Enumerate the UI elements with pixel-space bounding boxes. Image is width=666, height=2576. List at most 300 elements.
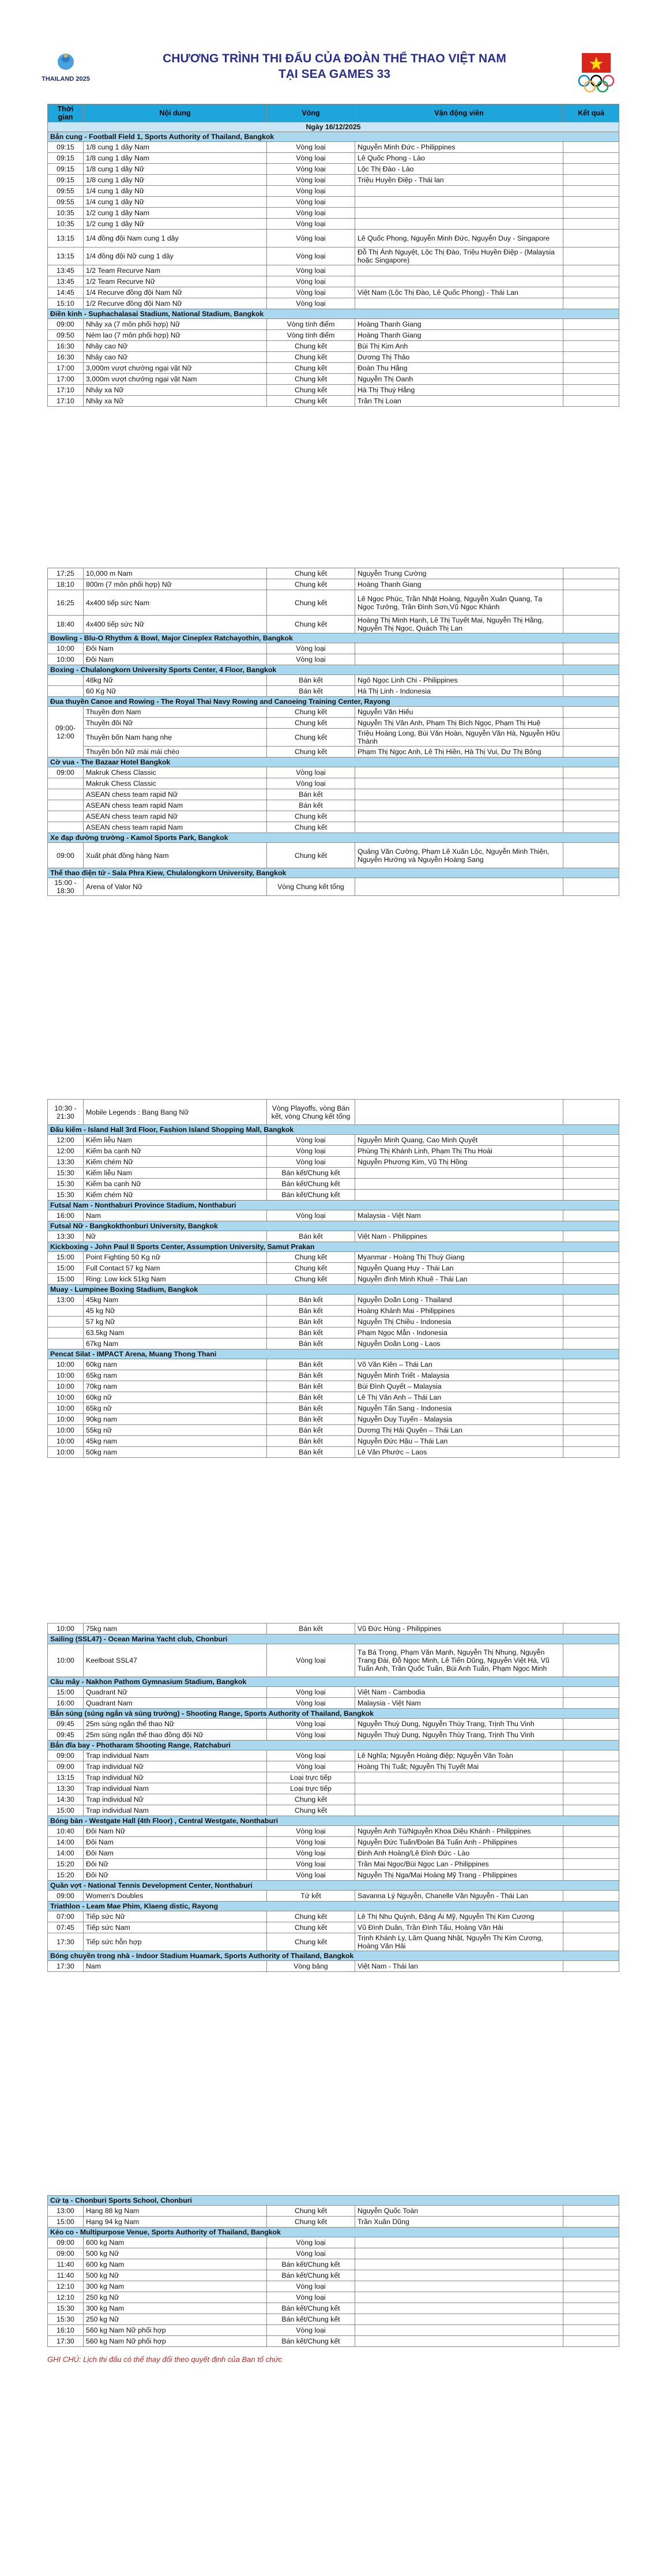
event-round: Vòng loại [267, 1859, 355, 1870]
table-row [48, 1698, 619, 1709]
table-row [48, 341, 619, 352]
table-row [48, 1794, 619, 1805]
event-result [563, 2281, 619, 2292]
event-result [563, 1783, 619, 1794]
event-round: Bán kết [267, 1436, 355, 1447]
event-name: Tiếp sức Nữ [84, 1911, 267, 1922]
table-row [48, 319, 619, 330]
event-time: 09:00 [48, 319, 84, 330]
event-time: 10:00 [48, 654, 84, 665]
event-athletes: Trần Xuân Dũng [355, 2217, 563, 2228]
table-row [48, 1338, 619, 1349]
event-time: 15:00 - 18:30 [48, 878, 84, 896]
event-name: 45kg Nam [84, 1295, 267, 1306]
event-time: 13:15 [48, 1772, 84, 1783]
sport-venue-row [48, 1902, 619, 1911]
event-athletes: Ngô Ngọc Linh Chi - Philippines [355, 675, 563, 686]
event-round: Bán kết [267, 675, 355, 686]
date-row [48, 122, 619, 132]
table-row [48, 219, 619, 230]
schedule-table [47, 2195, 619, 2347]
event-time: 11:40 [48, 2270, 84, 2281]
event-result [563, 287, 619, 298]
event-round: Vòng Playoffs, vòng Bán kết, vòng Chung kết tổng [267, 1100, 355, 1125]
event-result [563, 363, 619, 374]
sport-venue: Đua thuyền Canoe and Rowing - The Royal Thai Navy Rowing and Canoeing Training Center, Rayong [48, 697, 619, 707]
event-athletes: Nguyễn Thuỳ Dung, Nguyễn Thùy Trang, Trịnh Thu Vinh [355, 1719, 563, 1730]
event-name: 800m (7 môn phối hợp) Nữ [84, 579, 267, 590]
event-athletes: Nguyễn Quốc Toàn [355, 2206, 563, 2217]
event-round: Chung kết [267, 2206, 355, 2217]
table-row [48, 789, 619, 800]
event-athletes: Hà Thị Thuý Hằng [355, 385, 563, 396]
event-name: Women's Doubles [84, 1891, 267, 1902]
event-athletes: Đỗ Thị Ánh Nguyệt, Lộc Thị Đào, Triệu Huyền Điệp - (Malaysia hoặc Singapore) [355, 248, 563, 265]
column-header: Thời gian [48, 104, 84, 122]
event-round: Vòng loại [267, 153, 355, 164]
sport-venue-row [48, 1634, 619, 1644]
sport-venue: Đấu kiếm - Island Hall 3rd Floor, Fashion Island Shopping Mall, Bangkok [48, 1125, 619, 1135]
event-time [48, 1338, 84, 1349]
table-row [48, 1381, 619, 1392]
event-athletes: Bùi Đình Quyết – Malaysia [355, 1381, 563, 1392]
event-time: 10:35 [48, 219, 84, 230]
event-athletes [355, 2259, 563, 2270]
event-time: 09:15 [48, 142, 84, 153]
event-time: 10:00 [48, 1370, 84, 1381]
event-athletes [355, 2314, 563, 2325]
event-athletes: Nguyễn Văn Hiếu [355, 707, 563, 718]
event-name: 10,000 m Nam [84, 568, 267, 579]
event-time: 16:10 [48, 2325, 84, 2336]
event-athletes: Nguyễn Doãn Long - Laos [355, 1338, 563, 1349]
event-result [563, 2314, 619, 2325]
sport-venue: Muay - Lumpinee Boxing Stadium, Bangkok [48, 1285, 619, 1295]
event-round: Bán kết [267, 1447, 355, 1458]
sport-venue-row [48, 633, 619, 643]
event-result [563, 1392, 619, 1403]
event-time: 10:35 [48, 208, 84, 219]
event-round: Vòng loại [267, 142, 355, 153]
event-result [563, 1414, 619, 1425]
table-row [48, 811, 619, 822]
event-result [563, 186, 619, 197]
event-athletes: Vũ Đức Hùng - Philippines [355, 1623, 563, 1634]
event-name: 75kg nam [84, 1623, 267, 1634]
event-round: Vòng loại [267, 219, 355, 230]
event-round: Vòng loại [267, 197, 355, 208]
event-athletes [355, 2325, 563, 2336]
event-athletes: Nguyễn Minh Triết - Malaysia [355, 1370, 563, 1381]
event-name: Trap individual Nam [84, 1750, 267, 1761]
table-row [48, 1328, 619, 1338]
table-row [48, 767, 619, 778]
event-round: Vòng loại [267, 2248, 355, 2259]
sport-venue: Quần vợt - National Tennis Development Center, Nonthaburi [48, 1881, 619, 1891]
event-round: Chung kết [267, 843, 355, 868]
event-athletes [355, 767, 563, 778]
table-header-row [48, 104, 619, 122]
table-row [48, 2292, 619, 2303]
event-athletes: Nguyễn Đức Hậu – Thái Lan [355, 1436, 563, 1447]
event-name: Đôi Nam [84, 1837, 267, 1848]
table-row [48, 1623, 619, 1634]
event-name: 60kg nam [84, 1359, 267, 1370]
event-time [48, 789, 84, 800]
event-result [563, 248, 619, 265]
event-athletes: Lộc Thị Đào - Lào [355, 164, 563, 175]
event-round: Vòng loại [267, 1157, 355, 1168]
event-round: Vòng loại [267, 1719, 355, 1730]
event-athletes: Trần Mai Ngọc/Bùi Ngọc Lan - Philippines [355, 1859, 563, 1870]
table-row [48, 1146, 619, 1157]
event-athletes [355, 1100, 563, 1125]
event-name: Trap individual Nữ [84, 1794, 267, 1805]
table-row [48, 374, 619, 385]
schedule-page-4 [47, 1623, 619, 1972]
event-round: Bán kết/Chung kết [267, 2270, 355, 2281]
event-result [563, 319, 619, 330]
event-round: Vòng tính điểm [267, 319, 355, 330]
event-round: Bán kết [267, 789, 355, 800]
event-name: ASEAN chess team rapid Nữ [84, 789, 267, 800]
event-time: 13:45 [48, 265, 84, 276]
event-result [563, 2248, 619, 2259]
table-row [48, 616, 619, 633]
event-time: 09:15 [48, 175, 84, 186]
table-row [48, 686, 619, 697]
table-row [48, 1157, 619, 1168]
event-time: 09:45 [48, 1730, 84, 1741]
event-round: Vòng loại [267, 1687, 355, 1698]
event-round: Bán kết [267, 1414, 355, 1425]
event-name: 55kg nữ [84, 1425, 267, 1436]
event-athletes [355, 1190, 563, 1201]
event-result [563, 878, 619, 896]
event-athletes [355, 811, 563, 822]
event-name: Đôi Nữ [84, 1859, 267, 1870]
event-round: Chung kết [267, 1794, 355, 1805]
event-name: Nhảy xa Nữ [84, 385, 267, 396]
event-round: Bán kết [267, 1359, 355, 1370]
table-row [48, 352, 619, 363]
event-time: 10:00 [48, 1381, 84, 1392]
event-time: 09:15 [48, 164, 84, 175]
event-athletes [355, 2237, 563, 2248]
event-result [563, 153, 619, 164]
table-row [48, 579, 619, 590]
event-result [563, 1146, 619, 1157]
event-result [563, 1837, 619, 1848]
event-athletes: Myanmar - Hoàng Thị Thuỳ Giang [355, 1252, 563, 1263]
table-row [48, 2206, 619, 2217]
event-name: 45 kg Nữ [84, 1306, 267, 1317]
event-result [563, 590, 619, 616]
event-time: 16:00 [48, 1698, 84, 1709]
event-name: Đôi Nữ [84, 1870, 267, 1881]
event-result [563, 675, 619, 686]
event-round: Chung kết [267, 1252, 355, 1263]
sport-venue-row [48, 868, 619, 878]
event-result [563, 276, 619, 287]
table-row [48, 142, 619, 153]
event-result [563, 2292, 619, 2303]
event-result [563, 1338, 619, 1349]
event-result [563, 1381, 619, 1392]
event-name: 560 kg Nam Nữ phối hợp [84, 2336, 267, 2347]
event-time: 14:45 [48, 287, 84, 298]
event-athletes: Trịnh Khánh Ly, Lâm Quang Nhật, Nguyễn Thị Kim Cương, Hoàng Văn Hải [355, 1933, 563, 1951]
table-row [48, 1263, 619, 1274]
event-time: 10:00 [48, 1436, 84, 1447]
event-time: 15:30 [48, 2314, 84, 2325]
event-result [563, 2303, 619, 2314]
event-round: Chung kết [267, 385, 355, 396]
event-name: 250 kg Nữ [84, 2314, 267, 2325]
table-row [48, 2303, 619, 2314]
event-name: 560 kg Nam Nữ phối hợp [84, 2325, 267, 2336]
table-row [48, 1933, 619, 1951]
event-athletes: Lê Nghĩa; Nguyễn Hoàng điệp; Nguyễn Văn Toàn [355, 1750, 563, 1761]
event-time: 14:30 [48, 1794, 84, 1805]
event-result [563, 686, 619, 697]
event-round: Bán kết/Chung kết [267, 2303, 355, 2314]
event-name: Mobile Legends : Bang Bang Nữ [84, 1100, 267, 1125]
table-row [48, 1805, 619, 1816]
event-time: 09:55 [48, 186, 84, 197]
event-name: Đôi Nam [84, 1848, 267, 1859]
event-name: 4x400 tiếp sức Nam [84, 590, 267, 616]
event-round: Vòng loại [267, 175, 355, 186]
event-time: 10:40 [48, 1826, 84, 1837]
event-athletes: Nguyễn Minh Đức - Philippines [355, 142, 563, 153]
event-round: Chung kết [267, 707, 355, 718]
event-round: Vòng loại [267, 1135, 355, 1146]
event-round: Bán kết [267, 686, 355, 697]
event-round: Vòng loại [267, 2292, 355, 2303]
event-name: 1/8 cung 1 dây Nữ [84, 175, 267, 186]
event-name: 1/2 Team Recurve Nữ [84, 276, 267, 287]
event-round: Vòng loại [267, 1644, 355, 1677]
event-result [563, 1436, 619, 1447]
event-round: Bán kết/Chung kết [267, 1168, 355, 1179]
event-result [563, 654, 619, 665]
event-time: 12:00 [48, 1146, 84, 1157]
event-round: Chung kết [267, 1922, 355, 1933]
event-time: 15:00 [48, 1687, 84, 1698]
event-round: Vòng loại [267, 164, 355, 175]
event-time: 15:00 [48, 1274, 84, 1285]
event-athletes: Hoàng Thị Minh Hạnh, Lê Thị Tuyết Mai, Nguyễn Thị Hằng, Nguyễn Thị Ngọc, Quách Thị Lan [355, 616, 563, 633]
event-time: 13:00 [48, 1295, 84, 1306]
event-time: 17:00 [48, 363, 84, 374]
event-athletes: Phạm Thị Ngọc Anh, Lê Thị Hiền, Hà Thị Vui, Dư Thị Bông [355, 747, 563, 758]
event-athletes [355, 2292, 563, 2303]
event-result [563, 1859, 619, 1870]
page-title [104, 51, 565, 82]
event-round: Vòng Chung kết tổng [267, 878, 355, 896]
event-athletes [355, 1805, 563, 1816]
event-round: Bán kết/Chung kết [267, 2259, 355, 2270]
event-name: 1/2 Team Recurve Nam [84, 265, 267, 276]
sport-venue-row [48, 1816, 619, 1826]
event-name: Nhảy xa Nữ [84, 396, 267, 407]
sport-venue-row [48, 697, 619, 707]
table-row [48, 2281, 619, 2292]
table-row [48, 1848, 619, 1859]
event-athletes: Phạm Ngọc Mẫn - Indonesia [355, 1328, 563, 1338]
schedule-date: Ngày 16/12/2025 [48, 122, 619, 132]
event-round: Chung kết [267, 568, 355, 579]
event-round: Chung kết [267, 2217, 355, 2228]
event-result [563, 707, 619, 718]
event-round: Bán kết [267, 1623, 355, 1634]
table-row [48, 1783, 619, 1794]
event-result [563, 219, 619, 230]
event-name: 600 kg Nam [84, 2237, 267, 2248]
event-round: Vòng loại [267, 1210, 355, 1221]
table-row [48, 1730, 619, 1741]
event-name: 45kg nam [84, 1436, 267, 1447]
event-athletes: Triệu Hoàng Long, Bùi Văn Hoàn, Nguyễn Văn Hà, Nguyễn Hữu Thành [355, 729, 563, 747]
event-name: Kiếm chém Nữ [84, 1157, 267, 1168]
table-row [48, 363, 619, 374]
event-round: Vòng loại [267, 1761, 355, 1772]
event-round: Vòng loại [267, 1848, 355, 1859]
event-name: Thuyền đôi Nữ [84, 718, 267, 729]
event-athletes [355, 2281, 563, 2292]
event-name: Tiếp sức Nam [84, 1922, 267, 1933]
event-name: Trap individual Nam [84, 1805, 267, 1816]
event-athletes: Lê Quốc Phong - Lào [355, 153, 563, 164]
event-round: Vòng loại [267, 2281, 355, 2292]
table-row [48, 1231, 619, 1242]
event-result [563, 822, 619, 833]
table-row [48, 707, 619, 718]
event-result [563, 1359, 619, 1370]
event-time: 09:00-12:00 [48, 707, 84, 758]
event-time: 09:00 [48, 2248, 84, 2259]
sport-venue-row [48, 1709, 619, 1719]
event-name: Thuyền bốn Nữ mái mái chèo [84, 747, 267, 758]
event-time [48, 1317, 84, 1328]
event-name: 1/4 đồng đội Nữ cung 1 dây [84, 248, 267, 265]
table-row [48, 843, 619, 868]
event-result [563, 2206, 619, 2217]
column-header: Kết quả [563, 104, 619, 122]
event-result [563, 1157, 619, 1168]
event-round: Vòng loại [267, 1146, 355, 1157]
event-round: Bán kết [267, 1392, 355, 1403]
sport-venue-row [48, 309, 619, 319]
sport-venue: Điền kinh - Suphachalasai Stadium, National Stadium, Bangkok [48, 309, 619, 319]
sport-venue-row [48, 665, 619, 675]
event-name: Thuyền bốn Nam hạng nhẹ [84, 729, 267, 747]
event-time: 15:30 [48, 1190, 84, 1201]
event-round: Vòng tính điểm [267, 330, 355, 341]
event-athletes: Nguyễn Quang Huy - Thái Lan [355, 1263, 563, 1274]
thailand-2025-logo-icon [42, 49, 90, 94]
table-row [48, 1859, 619, 1870]
event-round: Vòng loại [267, 186, 355, 197]
event-time: 09:00 [48, 2237, 84, 2248]
event-round: Chung kết [267, 590, 355, 616]
event-name: 65kg nam [84, 1370, 267, 1381]
sport-venue-row [48, 1242, 619, 1252]
event-round: Chung kết [267, 718, 355, 729]
table-row [48, 800, 619, 811]
event-name: 1/4 Recurve đồng đội Nam Nữ [84, 287, 267, 298]
event-result [563, 175, 619, 186]
sport-venue-row [48, 1221, 619, 1231]
event-result [563, 1168, 619, 1179]
table-row [48, 675, 619, 686]
event-round: Bán kết [267, 1306, 355, 1317]
event-round: Vòng bảng [267, 1961, 355, 1972]
event-athletes: Quảng Văn Cường, Phạm Lê Xuân Lộc, Nguyễn Minh Thiện, Nguyễn Hướng và Nguyễn Hoàng Sang [355, 843, 563, 868]
event-result [563, 1794, 619, 1805]
event-result [563, 1425, 619, 1436]
event-athletes [355, 643, 563, 654]
table-row [48, 197, 619, 208]
sport-venue: Bắn cung - Football Field 1, Sports Authority of Thailand, Bangkok [48, 132, 619, 142]
event-athletes: Savanna Lý Nguyễn, Chanelle Văn Nguyễn - Thái Lan [355, 1891, 563, 1902]
event-time: 10:00 [48, 1623, 84, 1634]
event-athletes: Nguyễn Minh Quang, Cao Minh Quyết [355, 1135, 563, 1146]
event-name: 63.5kg Nam [84, 1328, 267, 1338]
table-row [48, 175, 619, 186]
event-name: 4x400 tiếp sức Nữ [84, 616, 267, 633]
event-name: 48kg Nữ [84, 675, 267, 686]
sport-venue-row [48, 2228, 619, 2237]
event-time [48, 778, 84, 789]
event-time: 10:00 [48, 1414, 84, 1425]
table-row [48, 1826, 619, 1837]
event-time: 14:00 [48, 1848, 84, 1859]
sport-venue: Cờ vua - The Bazaar Hotel Bangkok [48, 758, 619, 767]
table-row [48, 153, 619, 164]
event-athletes: Việt Nam - Philippines [355, 1231, 563, 1242]
event-result [563, 1317, 619, 1328]
event-athletes: Hoàng Thanh Giang [355, 319, 563, 330]
event-result [563, 1698, 619, 1709]
sport-venue-row [48, 1125, 619, 1135]
table-row [48, 1100, 619, 1125]
event-name: Nam [84, 1961, 267, 1972]
event-result [563, 2237, 619, 2248]
table-row [48, 1837, 619, 1848]
event-athletes [355, 219, 563, 230]
event-time: 18:40 [48, 616, 84, 633]
event-result [563, 729, 619, 747]
event-time: 17:25 [48, 568, 84, 579]
event-result [563, 1370, 619, 1381]
event-time: 13:45 [48, 276, 84, 287]
event-round: Bán kết [267, 1317, 355, 1328]
event-time [48, 800, 84, 811]
event-round: Bán kết/Chung kết [267, 1190, 355, 1201]
table-row [48, 1750, 619, 1761]
event-result [563, 330, 619, 341]
schedule-page-5 [47, 2195, 619, 2347]
table-row [48, 654, 619, 665]
event-name: Hạng 94 kg Nam [84, 2217, 267, 2228]
event-name: 60 Kg Nữ [84, 686, 267, 697]
event-result [563, 1750, 619, 1761]
event-time: 12:00 [48, 1135, 84, 1146]
table-row [48, 265, 619, 276]
event-result [563, 1179, 619, 1190]
